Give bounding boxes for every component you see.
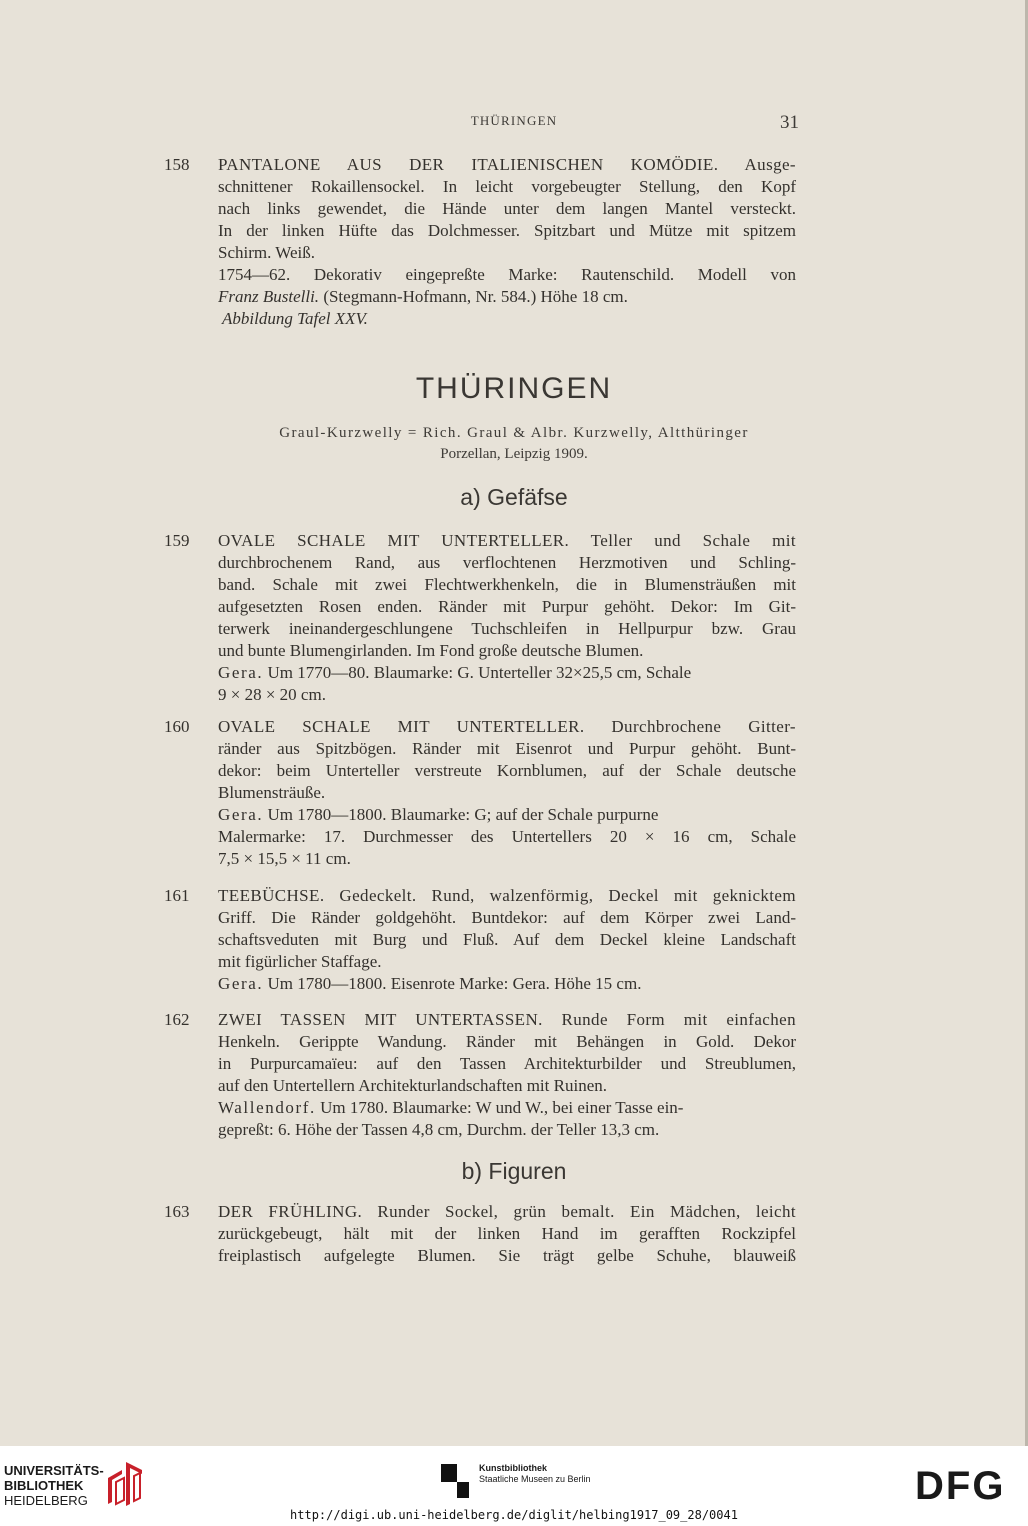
place-name: Gera. xyxy=(218,663,264,682)
entry-line: freiplastisch aufgelegte Blumen. Sie trägt gelbe Schuhe, blauweiß xyxy=(218,1246,796,1265)
entry-line-rest: Um 1780. Blaumarke: W und W., bei einer Tasse ein- xyxy=(315,1098,684,1117)
entry-line-rest: (Stegmann-Hofmann, Nr. 584.) Höhe 18 cm. xyxy=(319,287,628,306)
subsection-title-vessels: a) Gefäfse xyxy=(460,484,568,510)
entry-line xyxy=(218,662,796,684)
literature-reference-continued: Porzellan, Leipzig 1909. xyxy=(440,446,588,462)
author-name: Franz Bustelli. xyxy=(218,287,320,306)
entry-line: in Purpurcamaïeu: auf den Tassen Architekturbilder und Streublumen, xyxy=(218,1054,796,1073)
entry-number: 161 xyxy=(164,886,190,905)
entry-line xyxy=(218,1097,796,1119)
ub-name-line-1: UNIVERSITÄTS- xyxy=(4,1463,104,1478)
kunstbibliothek-wordmark xyxy=(479,1463,591,1485)
entry-line: und bunte Blumengirlanden. Im Fond große deutsche Blumen. xyxy=(218,641,644,660)
entry-line-rest: Um 1770—80. Blaumarke: G. Unterteller 32×25,5 cm, Schale xyxy=(263,663,692,682)
entry-line: Malermarke: 17. Durchmesser des Untertellers 20 × 16 cm, Schale xyxy=(218,827,796,846)
entry-line: Blumensträuße. xyxy=(218,783,326,802)
place-name: Wallendorf. xyxy=(218,1098,316,1117)
section-title: THÜRINGEN xyxy=(415,372,613,405)
literature-reference: Graul-Kurzwelly = Rich. Graul & Albr. Kurzwelly, Altthüringer xyxy=(279,425,749,441)
entry-number: 158 xyxy=(164,155,190,174)
catalog-entry-158 xyxy=(164,154,796,330)
entry-line: TEEBÜCHSE. Gedeckelt. Rund, walzenförmig, Deckel mit geknicktem xyxy=(218,886,796,905)
entry-line: terwerk ineinandergeschlungene Tuchschleifen in Hellpurpur bzw. Grau xyxy=(218,619,796,638)
entry-line: nach links gewendet, die Hände unter dem langen Mantel versteckt. xyxy=(218,199,796,218)
page-number: 31 xyxy=(780,112,799,133)
entry-line: zurückgebeugt, hält mit der linken Hand im gerafften Rockzipfel xyxy=(218,1224,796,1243)
entry-line: mit figürlicher Staffage. xyxy=(218,952,382,971)
entry-line: dekor: beim Unterteller verstreute Kornblumen, auf der Schale deutsche xyxy=(218,761,796,780)
kunstbibliothek-logo-icon xyxy=(441,1464,469,1498)
catalog-entry-162 xyxy=(164,1009,796,1141)
place-name: Gera. xyxy=(218,974,264,993)
entry-number: 159 xyxy=(164,531,190,550)
source-url-link[interactable]: http://digi.ub.uni-heidelberg.de/diglit/helbing1917_09_28/0041 xyxy=(290,1508,738,1522)
entry-line: band. Schale mit zwei Flechtwerkhenkeln, die in Blumensträußen mit xyxy=(218,575,796,594)
entry-line: Griff. Die Ränder goldgehöht. Buntdekor: auf dem Körper zwei Land- xyxy=(218,908,796,927)
entry-line xyxy=(218,804,796,826)
entry-line: ZWEI TASSEN MIT UNTERTASSEN. Runde Form mit einfachen xyxy=(218,1010,796,1029)
ub-city: HEIDELBERG xyxy=(4,1493,88,1508)
entry-line: PANTALONE AUS DER ITALIENISCHEN KOMÖDIE. Ausge- xyxy=(218,155,796,174)
catalog-entry-159 xyxy=(164,530,796,706)
running-head: THÜRINGEN xyxy=(470,113,558,128)
ub-name-line-2: BIBLIOTHEK xyxy=(4,1478,84,1493)
entry-number: 160 xyxy=(164,717,190,736)
entry-line: 7,5 × 15,5 × 11 cm. xyxy=(218,849,351,868)
entry-line: OVALE SCHALE MIT UNTERTELLER. Teller und Schale mit xyxy=(218,531,796,550)
catalog-entry-160 xyxy=(164,716,796,870)
entry-line: durchbrochenem Rand, aus verflochtenen Herzmotiven und Schling- xyxy=(218,553,796,572)
entry-line-rest: Um 1780—1800. Eisenrote Marke: Gera. Höhe 15 cm. xyxy=(263,974,642,993)
place-name: Gera. xyxy=(218,805,264,824)
entry-line: In der linken Hüfte das Dolchmesser. Spitzbart und Mütze mit spitzem xyxy=(218,221,796,240)
entry-line-rest: Um 1780—1800. Blaumarke: G; auf der Schale purpurne xyxy=(263,805,659,824)
entry-line: aufgesetzten Rosen enden. Ränder mit Purpur gehöht. Dekor: Im Git- xyxy=(218,597,796,616)
entry-line xyxy=(218,973,796,995)
entry-line: Schirm. Weiß. xyxy=(218,243,316,262)
plate-reference: Abbildung Tafel XXV. xyxy=(222,309,368,328)
entry-line: 9 × 28 × 20 cm. xyxy=(218,685,326,704)
entry-line: DER FRÜHLING. Runder Sockel, grün bemalt. Ein Mädchen, leicht xyxy=(218,1202,796,1221)
subsection-title-figures: b) Figuren xyxy=(461,1158,567,1184)
entry-number: 163 xyxy=(164,1202,190,1221)
kb-name: Kunstbibliothek xyxy=(479,1463,547,1473)
kb-subtitle: Staatliche Museen zu Berlin xyxy=(479,1474,591,1484)
entry-line: OVALE SCHALE MIT UNTERTELLER. Durchbrochene Gitter- xyxy=(218,717,796,736)
entry-line: Henkeln. Gerippte Wandung. Ränder mit Behängen in Gold. Dekor xyxy=(218,1032,796,1051)
catalog-entry-163 xyxy=(164,1201,796,1267)
ub-heidelberg-logo-icon xyxy=(104,1460,144,1508)
entry-line: gepreßt: 6. Höhe der Tassen 4,8 cm, Durchm. der Teller 13,3 cm. xyxy=(218,1120,660,1139)
dfg-logo: DFG xyxy=(915,1464,1006,1508)
entry-line: ränder aus Spitzbögen. Ränder mit Eisenrot und Purpur gehöht. Bunt- xyxy=(218,739,796,758)
entry-line: schnittener Rokaillensockel. In leicht vorgebeugter Stellung, den Kopf xyxy=(218,177,796,196)
catalog-entry-161 xyxy=(164,885,796,995)
entry-line: schaftsveduten mit Burg und Fluß. Auf dem Deckel kleine Landschaft xyxy=(218,930,796,949)
entry-number: 162 xyxy=(164,1010,190,1029)
entry-line: auf den Untertellern Architekturlandschaften mit Ruinen. xyxy=(218,1076,607,1095)
ub-heidelberg-wordmark xyxy=(4,1463,104,1508)
entry-line xyxy=(218,286,796,308)
entry-line: 1754—62. Dekorativ eingepreßte Marke: Rautenschild. Modell von xyxy=(218,265,796,284)
